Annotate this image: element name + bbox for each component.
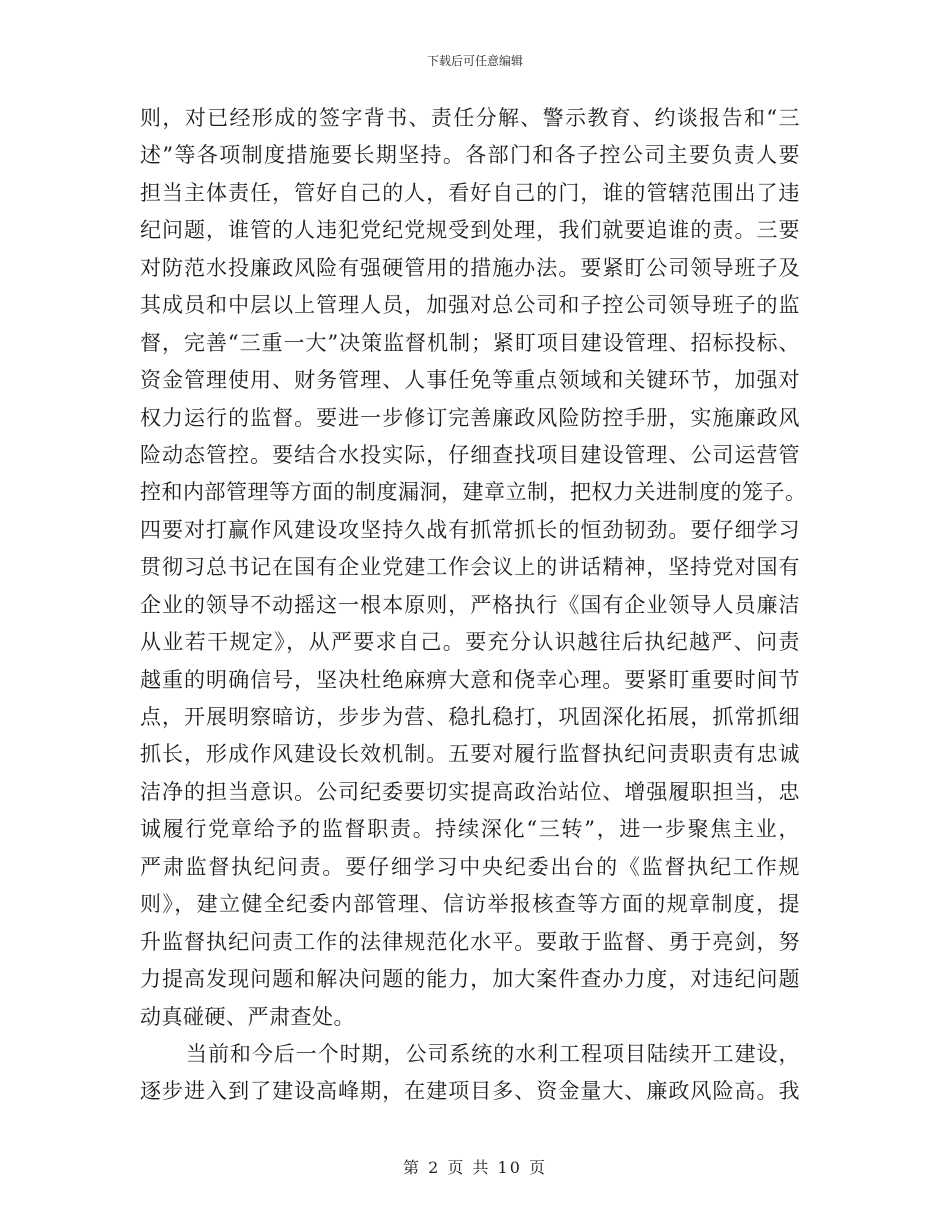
text-line: 则》，建立健全纪委内部管理、信访举报核查等方面的规章制度，提 (140, 892, 800, 917)
paragraph-2 (140, 1036, 800, 1111)
body-text (140, 100, 807, 1111)
text-line: 督，完善“三重一大”决策监督机制；紧盯项目建设管理、招标投标、 (140, 330, 800, 355)
text-line: 升监督执纪问责工作的法律规范化水平。要敢于监督、勇于亮剑，努 (140, 929, 800, 954)
text-line: 纪问题，谁管的人违犯党纪党规受到处理，我们就要追谁的责。三要 (140, 218, 800, 243)
text-line: 当前和今后一个时期，公司系统的水利工程项目陆续开工建设， (186, 1041, 800, 1066)
text-line: 权力运行的监督。要进一步修订完善廉政风险防控手册，实施廉政风 (140, 405, 800, 430)
text-line: 述”等各项制度措施要长期坚持。各部门和各子控公司主要负责人要 (140, 143, 800, 168)
text-line: 其成员和中层以上管理人员，加强对总公司和子控公司领导班子的监 (140, 293, 800, 318)
page-header: 下载后可任意编辑 (426, 54, 523, 68)
text-line: 则，对已经形成的签字背书、责任分解、警示教育、约谈报告和“三 (140, 106, 800, 130)
text-line: 担当主体责任，管好自己的人，看好自己的门，谁的管辖范围出了违 (140, 180, 800, 205)
text-line: 对防范水投廉政风险有强硬管用的措施办法。要紧盯公司领导班子及 (140, 255, 800, 280)
text-line: 贯彻习总书记在国有企业党建工作会议上的讲话精神，坚持党对国有 (140, 555, 800, 580)
text-line: 控和内部管理等方面的制度漏洞，建章立制，把权力关进制度的笼子。 (140, 480, 807, 505)
text-line: 逐步进入到了建设高峰期，在建项目多、资金量大、廉政风险高。我 (140, 1079, 800, 1104)
text-line: 诚履行党章给予的监督职责。持续深化“三转”，进一步聚焦主业， (140, 817, 800, 842)
text-line: 动真碰硬、严肃查处。 (140, 1004, 355, 1029)
text-line: 点，开展明察暗访，步步为营、稳扎稳打，巩固深化拓展，抓常抓细 (140, 705, 800, 729)
text-line: 力提高发现问题和解决问题的能力，加大案件查办力度，对违纪问题 (140, 967, 800, 992)
text-line: 险动态管控。要结合水投实际，仔细查找项目建设管理、公司运营管 (140, 442, 800, 467)
text-line: 四要对打赢作风建设攻坚持久战有抓常抓长的恒劲韧劲。要仔细学习 (140, 517, 800, 542)
text-line: 资金管理使用、财务管理、人事任免等重点领域和关键环节，加强对 (140, 368, 800, 393)
text-line: 从业若干规定》，从严要求自己。要充分认识越往后执纪越严、问责 (140, 630, 800, 655)
paragraph-1 (140, 100, 807, 1036)
text-line: 抓长，形成作风建设长效机制。五要对履行监督执纪问责职责有忠诚 (140, 742, 800, 767)
text-line: 越重的明确信号，坚决杜绝麻痹大意和侥幸心理。要紧盯重要时间节 (140, 667, 800, 692)
text-line: 企业的领导不动摇这一根本原则，严格执行《国有企业领导人员廉洁 (140, 592, 800, 617)
text-line: 洁净的担当意识。公司纪委要切实提高政治站位、增强履职担当，忠 (140, 779, 800, 804)
page-footer: 第 2 页 共 10 页 (403, 1158, 547, 1177)
text-line: 严肃监督执纪问责。要仔细学习中央纪委出台的《监督执纪工作规 (140, 854, 800, 879)
